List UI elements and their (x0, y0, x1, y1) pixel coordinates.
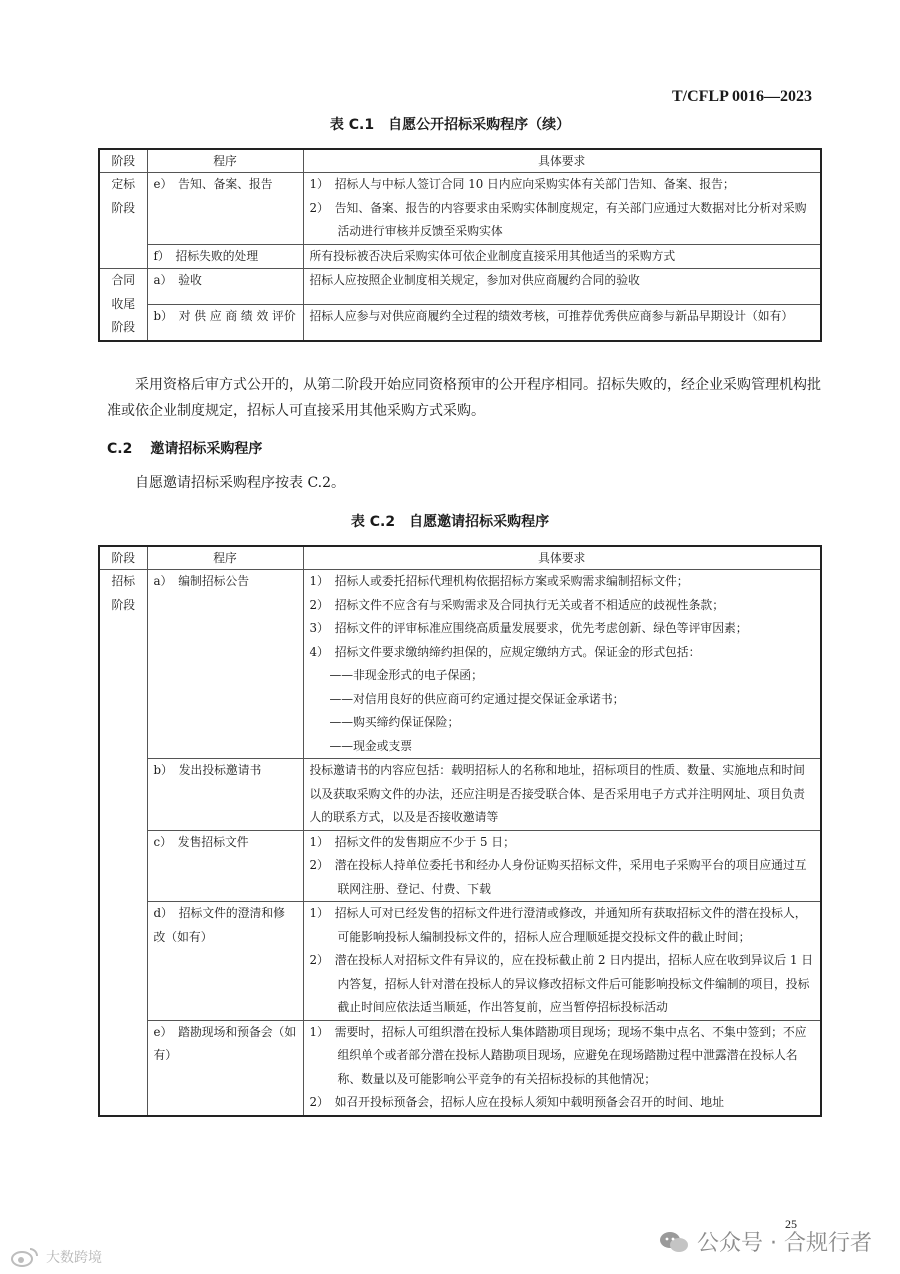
column-header-requirements: 具体要求 (303, 149, 821, 173)
procedure-cell: f） 招标失败的处理 (147, 244, 303, 269)
procedure-cell: e） 告知、备案、报告 (147, 173, 303, 245)
watermark-right (659, 1226, 872, 1257)
requirement-cell (303, 173, 821, 245)
requirement-item: 1） 招标人可对已经发售的招标文件进行澄清或修改，并通知所有获取招标文件的潜在投标人，可能影响投标人编制投标文件的，招标人应合理顺延提交投标文件的截止时间； (309, 906, 807, 944)
stage-cell: 招标 阶段 (99, 570, 147, 1116)
requirement-cell (303, 830, 821, 902)
table-c2 (98, 545, 822, 1117)
stage-cell: 定标 阶段 (99, 173, 147, 269)
table-row (99, 759, 821, 831)
requirement-item: 2） 如召开投标预备会，招标人应在投标人须知中载明预备会召开的时间、地址 (309, 1095, 724, 1109)
requirement-subitem: ——购买缔约保证保险； (329, 715, 460, 729)
requirement-cell (303, 902, 821, 1021)
requirement-cell: 所有投标被否决后采购实体可依企业制度直接采用其他适当的采购方式 (303, 244, 821, 269)
procedure-cell: a） 编制招标公告 (147, 570, 303, 759)
requirement-item: 2） 告知、备案、报告的内容要求由采购实体制度规定，有关部门应通过大数据对比分析对采购活动进行审核并反馈至采购实体 (309, 200, 807, 238)
requirement-subitem: ——现金或支票 (329, 738, 413, 753)
table-row (99, 830, 821, 902)
procedure-cell: d） 招标文件的澄清和修改（如有） (147, 902, 303, 1021)
procedure-cell: b） 对 供 应 商 绩 效 评价 (147, 304, 303, 340)
section-title: 邀请招标采购程序 (150, 441, 263, 457)
page-number: 25 (785, 1217, 797, 1231)
requirement-cell: 招标人应参与对供应商履约全过程的绩效考核，可推荐优秀供应商参与新品早期设计（如有） (303, 304, 821, 340)
requirement-cell: 招标人应按照企业制度相关规定，参加对供应商履约合同的验收 (303, 269, 821, 305)
watermark-left-text: 大数跨境 (46, 1250, 102, 1266)
watermark-right-text: 公众号 · 合规行者 (697, 1231, 872, 1256)
requirement-item: 2） 潜在投标人持单位委托书和经办人身份证购买招标文件，采用电子采购平台的项目应通过互联网注册、登记、付费、下载 (309, 858, 807, 896)
requirement-item: 1） 需要时，招标人可组织潜在投标人集体踏勘项目现场；现场不集中点名、不集中签到；不应组织单个或者部分潜在投标人踏勘项目现场，应避免在现场踏勘过程中泄露潜在投标人名称、数量以及可能影响公平竞争的有关招标投标的其他情况； (309, 1024, 807, 1086)
table-c1-title: 表 C.1 自愿公开招标采购程序（续） (329, 117, 571, 133)
requirement-item: 1） 招标人与中标人签订合同 10 日内应向采购实体有关部门告知、备案、报告； (309, 177, 735, 191)
watermark-left (10, 1246, 102, 1268)
paragraph: 采用资格后审方式公开的，从第二阶段开始应同资格预审的公开程序相同。招标失败的，经企业采购管理机构批准或依企业制度规定，招标人可直接采用其他采购方式采购。 (107, 377, 821, 419)
table-row (99, 244, 821, 269)
table-c2-title: 表 C.2 自愿邀请招标采购程序 (350, 514, 550, 530)
requirement-subitem: ——非现金形式的电子保函； (329, 668, 483, 682)
requirement-cell (303, 1020, 821, 1116)
wechat-icon (659, 1231, 689, 1253)
table-row (99, 269, 821, 305)
column-header-stage: 阶段 (99, 149, 147, 173)
requirement-item: 2） 招标文件不应含有与采购需求及合同执行无关或者不相适应的歧视性条款； (309, 597, 724, 612)
column-header-requirements: 具体要求 (303, 546, 821, 570)
weibo-like-icon (10, 1246, 40, 1268)
table-row (99, 902, 821, 1021)
standard-code: T/CFLP 0016—2023 (671, 88, 812, 105)
requirement-item: 1） 招标人或委托招标代理机构依据招标方案或采购需求编制招标文件； (309, 574, 689, 588)
table-row (99, 173, 821, 245)
column-header-procedure: 程序 (147, 546, 303, 570)
procedure-cell: e） 踏勘现场和预备会（如有） (147, 1020, 303, 1116)
table-header-row (99, 546, 821, 570)
table-row (99, 570, 821, 759)
procedure-cell: a） 验收 (147, 269, 303, 305)
table-header-row (99, 149, 821, 173)
column-header-stage: 阶段 (99, 546, 147, 570)
requirement-item: 2） 潜在投标人对招标文件有异议的，应在投标截止前 2 日内提出，招标人应在收到异议后 1 日内答复，招标人针对潜在投标人的异议修改招标文件后可能影响投标文件编制的项目，投标截止时间应依法适当顺延，作出答复前，应当暂停招标投标活动 (309, 953, 813, 1014)
requirement-item: 3） 招标文件的评审标准应围绕高质量发展要求，优先考虑创新、绿色等评审因素； (309, 621, 748, 635)
section-heading (107, 438, 280, 458)
requirement-cell: 投标邀请书的内容应包括：载明招标人的名称和地址，招标项目的性质、数量、实施地点和时间以及获取采购文件的办法，还应注明是否接受联合体、是否采用电子方式并注明网址、项目负责人的联系方式，以及是否接收邀请等 (303, 759, 821, 831)
table-row (99, 304, 821, 340)
section-number: C.2 (107, 441, 133, 457)
table-row (99, 1020, 821, 1116)
requirement-subitem: ——对信用良好的供应商可约定通过提交保证金承诺书； (329, 691, 625, 706)
column-header-procedure: 程序 (147, 149, 303, 173)
requirement-item: 1） 招标文件的发售期应不少于 5 日； (309, 834, 515, 849)
table-c1 (98, 148, 822, 342)
stage-cell: 合同 收尾 阶段 (99, 269, 147, 341)
procedure-cell: b） 发出投标邀请书 (147, 759, 303, 831)
paragraph: 自愿邀请招标采购程序按表 C.2。 (135, 475, 346, 491)
procedure-cell: c） 发售招标文件 (147, 830, 303, 902)
requirement-cell (303, 570, 821, 759)
requirement-item: 4） 招标文件要求缴纳缔约担保的，应规定缴纳方式。保证金的形式包括： (309, 644, 701, 659)
